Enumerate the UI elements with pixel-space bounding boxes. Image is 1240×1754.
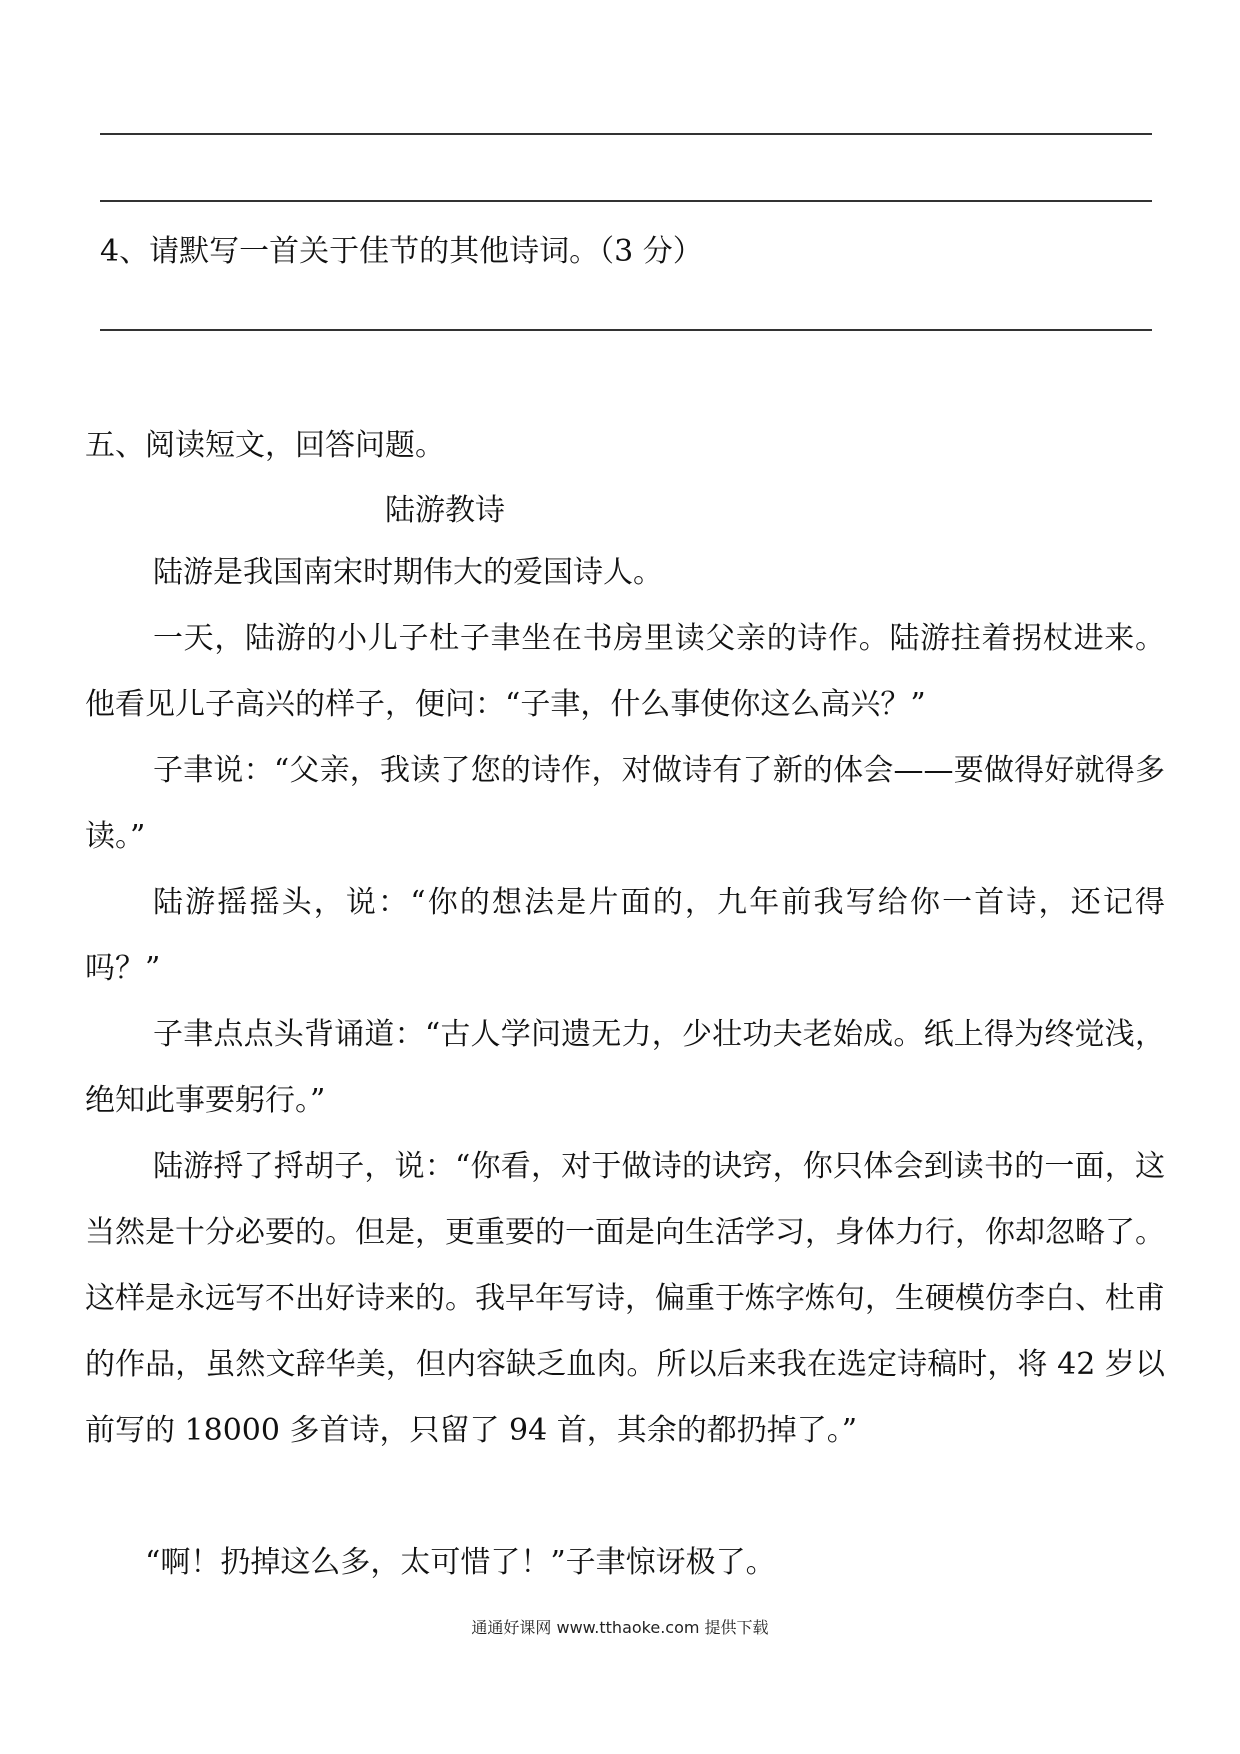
story-paragraph-7: “啊！扔掉这么多，太可惜了！”子聿惊讶极了。 [145,1545,776,1580]
story-paragraph-2: 一天，陆游的小儿子杜子聿坐在书房里读父亲的诗作。陆游拄着拐杖进来。他看见儿子高兴的样子，便问：“子聿，什么事使你这么高兴？” [85,621,1165,722]
story-paragraph-6: 陆游捋了捋胡子，说：“你看，对于做诗的诀窍，你只体会到读书的一面，这当然是十分必要的。但是，更重要的一面是向生活学习，身体力行，你却忽略了。这样是永远写不出好诗来的。我早年写诗，偏重于炼字炼句，生硬模仿李白、杜甫的作品，虽然文辞华美，但内容缺乏血肉。所以后来我在选定诗稿时，将 42 岁以前写的 18000 多首诗，只留了 94 首，其余的都扔掉了。” [85,1149,1165,1448]
story-title: 陆游教诗 [385,493,505,528]
story-paragraph-1: 陆游是我国南宋时期伟大的爱国诗人。 [153,555,663,590]
story-paragraph-3: 子聿说：“父亲，我读了您的诗作，对做诗有了新的体会——要做得好就得多读。” [85,753,1165,854]
section-5-heading: 五、阅读短文，回答问题。 [85,428,445,463]
answer-line-1 [100,133,1152,135]
answer-line-2 [100,200,1152,202]
question-4: 4、请默写一首关于佳节的其他诗词。（3 分） [100,234,703,269]
page-footer: 通通好课网 www.tthaoke.com 提供下载 [471,1618,769,1637]
story-paragraph-5: 子聿点点头背诵道：“古人学问遗无力，少壮功夫老始成。纸上得为终觉浅，绝知此事要躬行。” [85,1017,1165,1118]
story-paragraph-4: 陆游摇摇头，说：“你的想法是片面的，九年前我写给你一首诗，还记得吗？” [85,885,1165,986]
answer-line-3 [100,329,1152,331]
